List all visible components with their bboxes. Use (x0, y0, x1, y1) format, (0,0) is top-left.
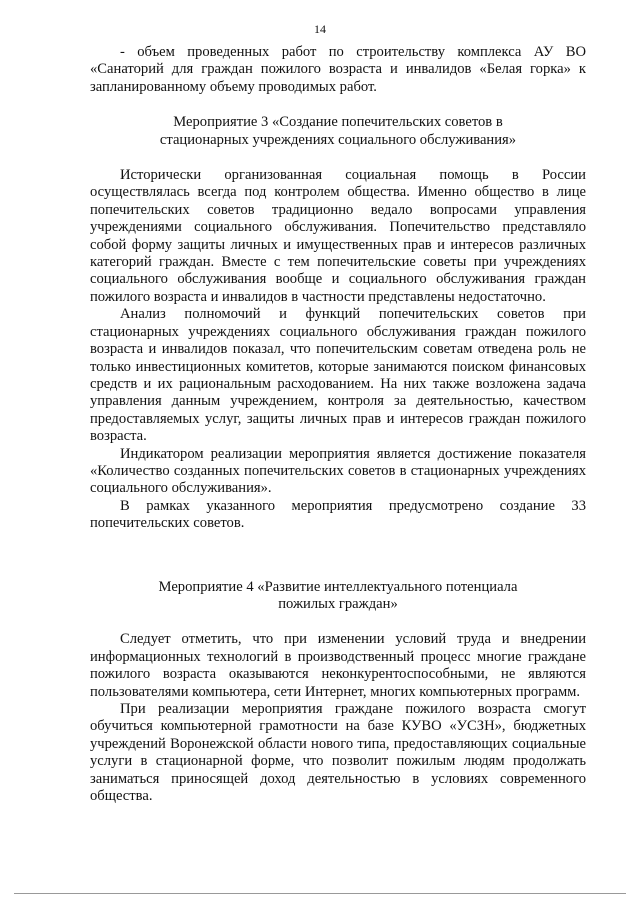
section3-paragraph-3: Индикатором реализации мероприятия является достижение показателя «Количество созданных попечительских советов в стационарных учреждениях социального обслуживания». (90, 445, 586, 497)
section4-title (90, 579, 586, 614)
document-body (90, 44, 586, 805)
section3-paragraph-1: Исторически организованная социальная помощь в России осуществлялась всегда под контролем общества. Именно общество в лице попечительских советов традиционно ведало вопросами управления учреждениями социального обслуживания. Попечительство представляло собой форму защиты личных и имущественных прав и интересов различных категорий граждан. Вместе с тем попечительские советы при учреждениях социального обслуживания вообще и социального обслуживания граждан пожилого возраста и инвалидов в частности представлены недостаточно. (90, 167, 586, 305)
section4-title-line2: пожилых граждан» (278, 595, 398, 612)
section3-title-line1: Мероприятие 3 «Создание попечительских советов в (173, 114, 503, 131)
section3-title-line2: стационарных учреждениях социального обслуживания» (159, 131, 517, 148)
section3-title (90, 114, 586, 149)
section4-paragraph-1: Следует отметить, что при изменении условий труда и внедрении информационных технологий в производственный процесс многие граждане пожилого возраста оказываются неконкурентоспособными, не являются пользователями компьютера, сети Интернет, многих компьютерных программ. (90, 631, 586, 700)
section4-title-line1: Мероприятие 4 «Развитие интеллектуального потенциала (158, 578, 518, 595)
page-number: 14 (314, 22, 326, 36)
intro-paragraph: - объем проведенных работ по строительству комплекса АУ ВО «Санаторий для граждан пожилого возраста и инвалидов «Белая горка» к запланированному объему проводимых работ. (90, 44, 586, 95)
section3-paragraph-4: В рамках указанного мероприятия предусмотрено создание 33 попечительских советов. (90, 497, 586, 532)
section4-paragraph-2: При реализации мероприятия граждане пожилого возраста смогут обучиться компьютерной грамотности на базе КУВО «УСЗН», бюджетных учреждений Воронежской области нового типа, предоставляющих социальные услуги в стационарной форме, что позволит пожилым людям продолжать заниматься приносящей доход деятельностью в условиях современного общества. (90, 701, 586, 805)
section3-paragraph-2: Анализ полномочий и функций попечительских советов при стационарных учреждениях социального обслуживания граждан пожилого возраста и инвалидов показал, что попечительским советам отведена роль не только инвестиционных комитетов, которые занимаются поиском финансовых средств и их рациональным расходованием. На них также возложена задача управления данным учреждением, контроля за деятельностью, качеством предоставляемых услуг, защиты личных прав и интересов граждан пожилого возраста. (90, 306, 586, 445)
bottom-divider (14, 893, 626, 894)
